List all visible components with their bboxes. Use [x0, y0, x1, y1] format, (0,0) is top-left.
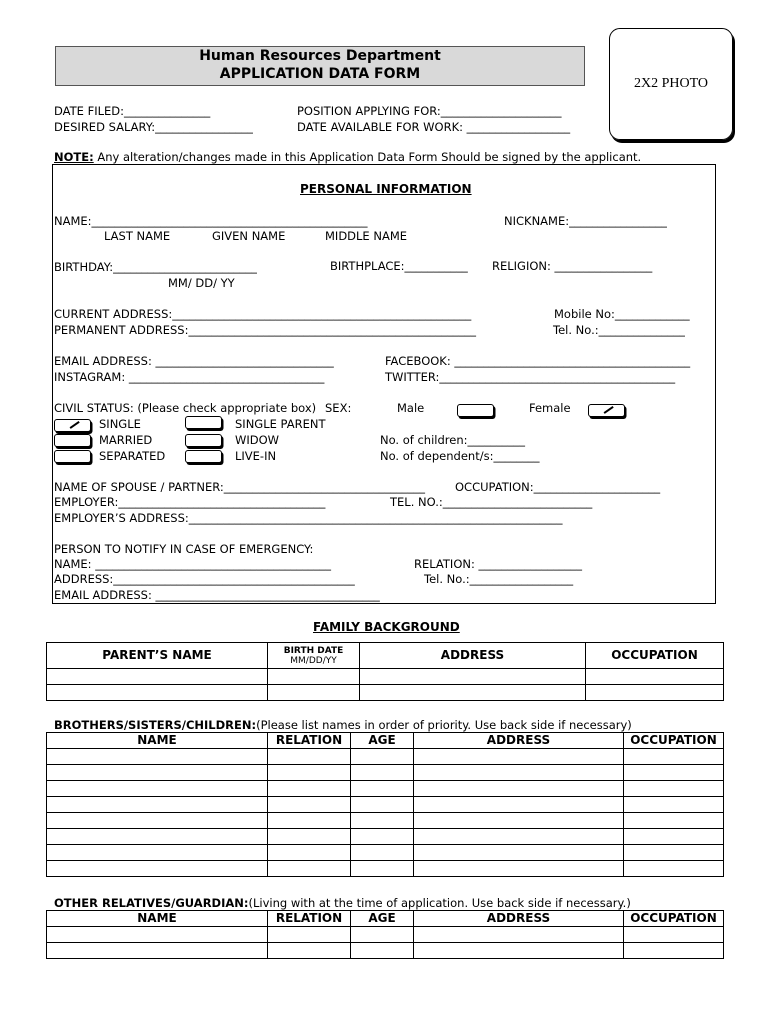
table-row[interactable]	[47, 861, 724, 877]
widow-label: WIDOW	[235, 433, 280, 447]
separated-label: SEPARATED	[99, 449, 166, 463]
single-checkbox[interactable]	[54, 419, 91, 432]
female-checkbox[interactable]	[588, 404, 625, 417]
personal-information-title: PERSONAL INFORMATION	[300, 182, 472, 196]
table-row[interactable]	[47, 845, 724, 861]
widow-checkbox[interactable]	[185, 434, 222, 447]
dependents-field[interactable]: No. of dependent/s:________	[380, 449, 540, 463]
twitter-field[interactable]: TWITTER:_________________________________________	[385, 370, 676, 384]
birthday-field[interactable]: BIRTHDAY:_________________________	[54, 260, 257, 274]
siblings-table	[46, 732, 724, 877]
instagram-field[interactable]: INSTAGRAM: __________________________________	[54, 370, 325, 384]
siblings-name-header: NAME	[47, 733, 268, 749]
relatives-label: OTHER RELATIVES/GUARDIAN:	[54, 896, 249, 910]
live-in-checkbox[interactable]	[185, 450, 222, 463]
relatives-note: (Living with at the time of application. Use back side if necessary.)	[248, 896, 631, 910]
facebook-field[interactable]: FACEBOOK: _________________________________________	[385, 354, 691, 368]
emergency-name-field[interactable]: NAME: _________________________________________	[54, 557, 331, 571]
form-title: APPLICATION DATA FORM	[219, 66, 421, 82]
date-available-field[interactable]: DATE AVAILABLE FOR WORK: __________________	[297, 120, 571, 134]
birth-date-format: MM/DD/YY	[290, 655, 337, 666]
live-in-label: LIVE-IN	[235, 449, 277, 463]
religion-field[interactable]: RELIGION: _________________	[492, 259, 653, 273]
desired-salary-field[interactable]: DESIRED SALARY:_________________	[54, 120, 253, 134]
spouse-occupation-field[interactable]: OCCUPATION:______________________	[455, 480, 661, 494]
date-filed-field[interactable]: DATE FILED:_______________	[54, 104, 211, 118]
note-line	[54, 150, 641, 164]
birth-date-header	[268, 643, 360, 669]
emergency-address-field[interactable]: ADDRESS:__________________________________________	[54, 572, 355, 586]
nickname-field[interactable]: NICKNAME:_________________	[504, 214, 667, 228]
siblings-relation-header: RELATION	[268, 733, 351, 749]
department-title: Human Resources Department	[199, 48, 441, 64]
relatives-occupation-header: OCCUPATION	[624, 911, 724, 927]
male-checkbox[interactable]	[457, 404, 494, 417]
employer-address-field[interactable]: EMPLOYER’S ADDRESS:_________________________________________________________________	[54, 511, 563, 525]
given-name-caption: GIVEN NAME	[212, 229, 286, 243]
spouse-field[interactable]: NAME OF SPOUSE / PARTNER:___________________________________	[54, 480, 425, 494]
siblings-age-header: AGE	[351, 733, 414, 749]
emergency-email-field[interactable]: EMAIL ADDRESS: _______________________________________	[54, 588, 380, 602]
email-field[interactable]: EMAIL ADDRESS: _______________________________	[54, 354, 334, 368]
relatives-age-header: AGE	[351, 911, 414, 927]
relatives-name-header: NAME	[47, 911, 268, 927]
separated-checkbox[interactable]	[54, 450, 91, 463]
table-row[interactable]	[47, 829, 724, 845]
note-label: NOTE:	[54, 150, 94, 164]
relatives-relation-header: RELATION	[268, 911, 351, 927]
female-label: Female	[529, 401, 571, 415]
employer-tel-field[interactable]: TEL. NO.:__________________________	[390, 495, 593, 509]
siblings-heading	[54, 718, 632, 732]
married-checkbox[interactable]	[54, 434, 91, 447]
photo-label: 2X2 PHOTO	[633, 76, 709, 91]
current-address-field[interactable]: CURRENT ADDRESS:____________________________________________________	[54, 307, 472, 321]
relatives-address-header: ADDRESS	[414, 911, 624, 927]
siblings-occupation-header: OCCUPATION	[624, 733, 724, 749]
table-row[interactable]	[47, 669, 724, 685]
siblings-label: BROTHERS/SISTERS/CHILDREN:	[54, 718, 257, 732]
parents-table	[46, 642, 724, 701]
table-row[interactable]	[47, 765, 724, 781]
children-field[interactable]: No. of children:__________	[380, 433, 526, 447]
emergency-relation-field[interactable]: RELATION: __________________	[414, 557, 583, 571]
table-row[interactable]	[47, 781, 724, 797]
emergency-tel-field[interactable]: Tel. No.:__________________	[424, 572, 574, 586]
siblings-address-header: ADDRESS	[414, 733, 624, 749]
married-label: MARRIED	[99, 433, 153, 447]
last-name-caption: LAST NAME	[104, 229, 171, 243]
birthday-format-caption: MM/ DD/ YY	[168, 276, 235, 290]
occupation-header: OCCUPATION	[586, 643, 724, 669]
tel-field[interactable]: Tel. No.:_______________	[553, 323, 685, 337]
table-row[interactable]	[47, 813, 724, 829]
sex-label: SEX:	[325, 401, 352, 415]
photo-box[interactable]	[609, 28, 733, 140]
name-field[interactable]: NAME:________________________________________________	[54, 214, 368, 228]
table-row[interactable]	[47, 927, 724, 943]
single-label: SINGLE	[99, 417, 141, 431]
family-background-title: FAMILY BACKGROUND	[313, 620, 460, 634]
table-row[interactable]	[47, 943, 724, 959]
form-header	[55, 46, 585, 86]
single-parent-label: SINGLE PARENT	[235, 417, 326, 431]
relatives-heading	[54, 896, 631, 910]
table-row[interactable]	[47, 685, 724, 701]
birthplace-field[interactable]: BIRTHPLACE:___________	[330, 259, 468, 273]
single-parent-checkbox[interactable]	[185, 416, 222, 429]
middle-name-caption: MIDDLE NAME	[325, 229, 408, 243]
table-row[interactable]	[47, 749, 724, 765]
emergency-label: PERSON TO NOTIFY IN CASE OF EMERGENCY:	[54, 542, 314, 556]
address-header: ADDRESS	[360, 643, 586, 669]
siblings-note: (Please list names in order of priority. Use back side if necessary)	[256, 718, 632, 732]
birth-date-label: BIRTH DATE	[283, 645, 344, 656]
note-text: Any alteration/changes made in this Application Data Form Should be signed by the applicant.	[93, 150, 642, 164]
employer-field[interactable]: EMPLOYER:____________________________________	[54, 495, 326, 509]
civil-status-label: CIVIL STATUS: (Please check appropriate box)	[54, 401, 317, 415]
mobile-field[interactable]: Mobile No:_____________	[554, 307, 690, 321]
parents-name-header: PARENT’S NAME	[47, 643, 268, 669]
position-field[interactable]: POSITION APPLYING FOR:_____________________	[297, 104, 562, 118]
male-label: Male	[397, 401, 425, 415]
permanent-address-field[interactable]: PERMANENT ADDRESS:__________________________________________________	[54, 323, 476, 337]
relatives-table	[46, 910, 724, 959]
table-row[interactable]	[47, 797, 724, 813]
